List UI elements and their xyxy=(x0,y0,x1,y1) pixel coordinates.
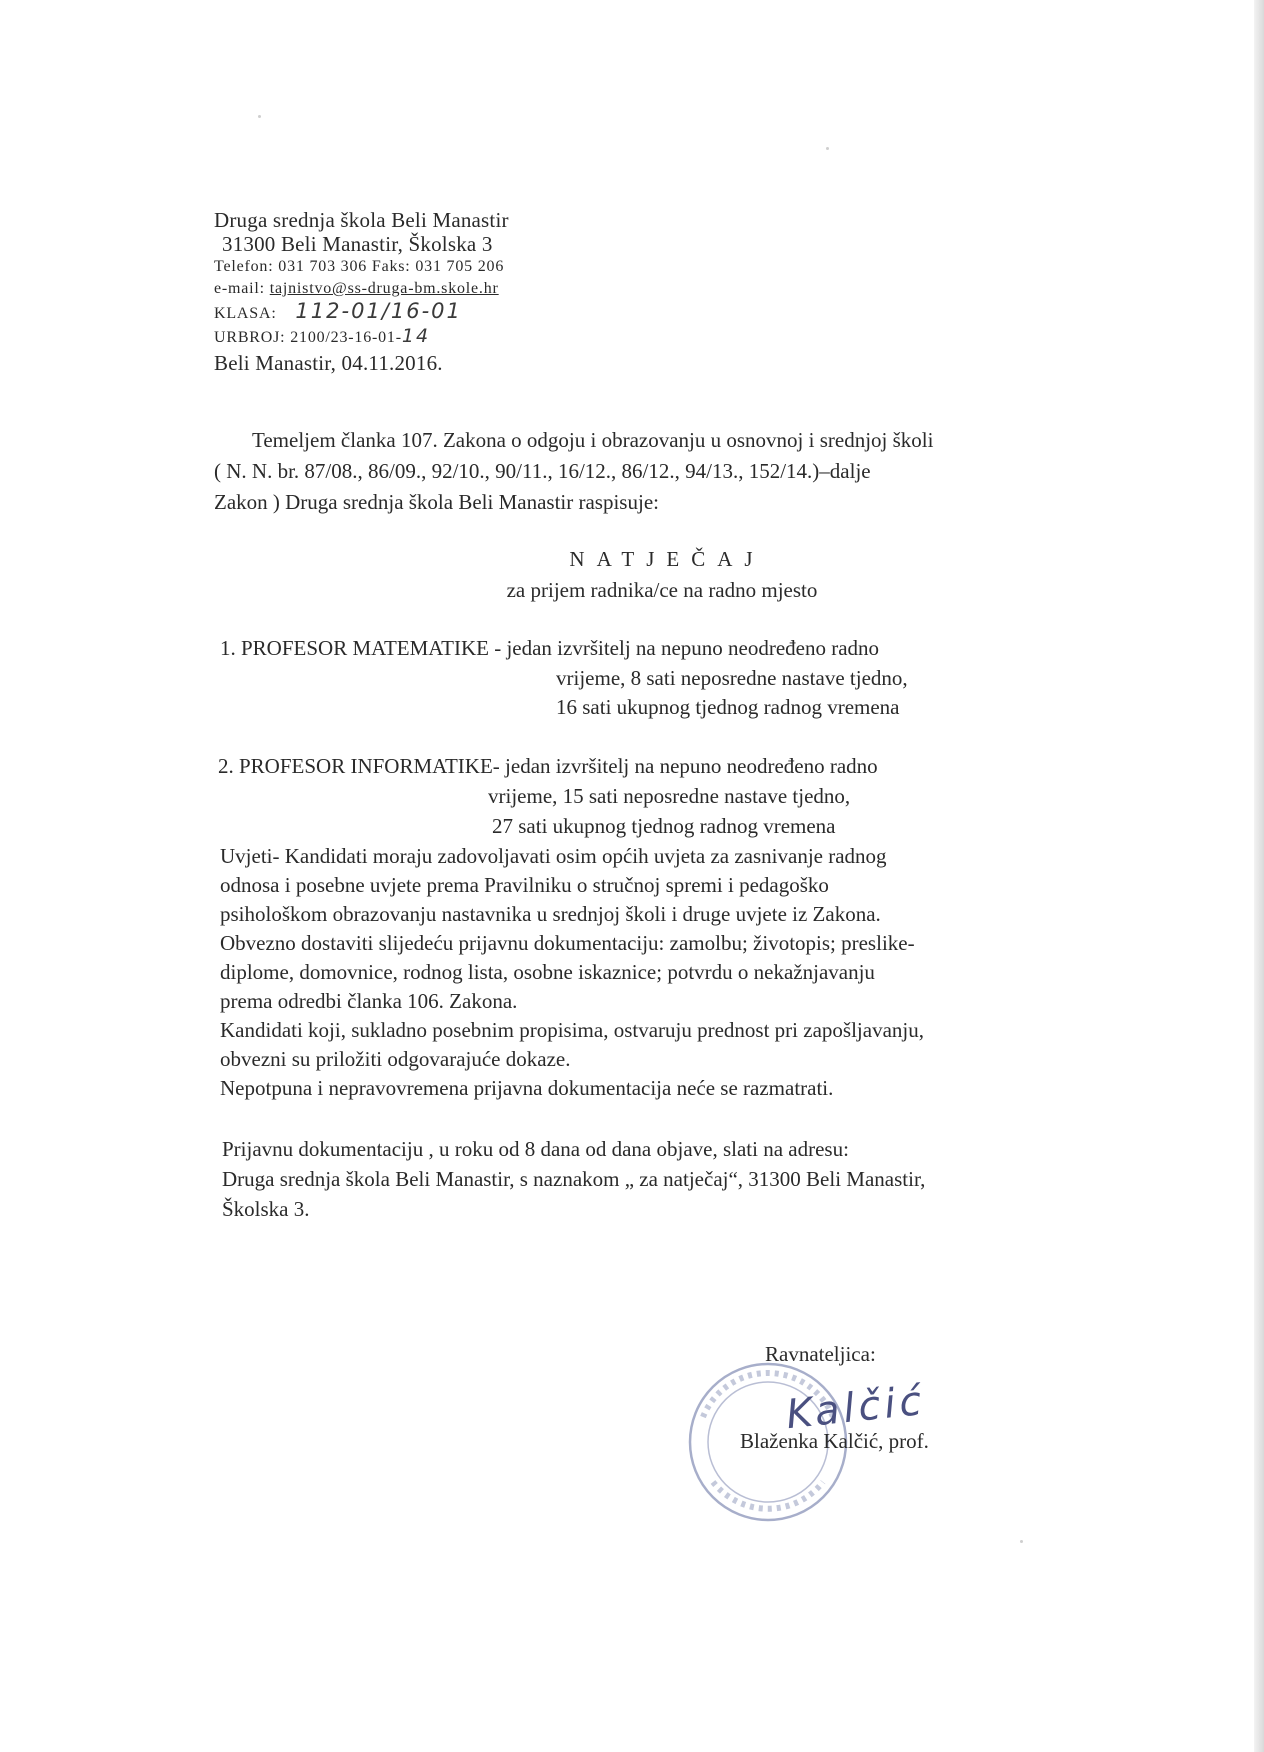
email-label: e-mail: xyxy=(214,280,265,297)
condition-line: obvezni su priložiti odgovarajuće dokaze. xyxy=(220,1047,571,1071)
scan-speck xyxy=(1020,1540,1023,1543)
position-1-line: vrijeme, 8 sati neposredne nastave tjedno, xyxy=(556,666,908,690)
urbroj-value: 2100/23-16-01- xyxy=(290,329,402,346)
condition-line: diplome, domovnice, rodnog lista, osobne iskaznice; potvrdu o nekažnjavanju xyxy=(220,960,875,984)
scan-speck xyxy=(826,147,829,150)
place-date: Beli Manastir, 04.11.2016. xyxy=(214,351,443,375)
condition-line: prema odredbi članka 106. Zakona. xyxy=(220,989,518,1013)
scan-edge xyxy=(1254,0,1264,1752)
email-line xyxy=(214,278,509,300)
klasa-line xyxy=(214,300,509,325)
closing-line: Školska 3. xyxy=(222,1197,310,1221)
signature-name: Blaženka Kalčić, prof. xyxy=(740,1429,929,1453)
signature-role: Ravnateljica: xyxy=(765,1342,876,1366)
school-address: 31300 Beli Manastir, Školska 3 xyxy=(222,232,493,256)
handwritten-signature: Kalčić xyxy=(783,1377,928,1439)
school-name: Druga srednja škola Beli Manastir xyxy=(214,208,509,232)
condition-line: Obvezno dostaviti slijedeću prijavnu dokumentaciju: zamolbu; životopis; preslike- xyxy=(220,931,915,955)
position-2-line: 27 sati ukupnog tjednog radnog vremena xyxy=(492,814,836,838)
position-1-line: 16 sati ukupnog tjednog radnog vremena xyxy=(556,695,900,719)
position-2-line: vrijeme, 15 sati neposredne nastave tjedno, xyxy=(488,784,851,808)
position-2-label: 2. PROFESOR INFORMATIKE- jedan izvršitelj na nepuno neodređeno radno xyxy=(218,754,878,778)
closing-line: Druga srednja škola Beli Manastir, s naznakom „ za natječaj“, 31300 Beli Manastir, xyxy=(222,1167,926,1191)
closing-paragraph xyxy=(222,1134,925,1224)
closing-line: Prijavnu dokumentaciju , u roku od 8 dana od dana objave, slati na adresu: xyxy=(222,1137,849,1161)
document-subtitle: za prijem radnika/ce na radno mjesto xyxy=(506,578,818,602)
intro-line: Zakon ) Druga srednja škola Beli Manastir raspisuje: xyxy=(214,490,659,514)
condition-line: Uvjeti- Kandidati moraju zadovoljavati osim općih uvjeta za zasnivanje radnog xyxy=(220,844,887,868)
email-link[interactable]: tajnistvo@ss-druga-bm.skole.hr xyxy=(269,280,499,297)
position-1-label: 1. PROFESOR MATEMATIKE - jedan izvršitelj na nepuno neodređeno radno xyxy=(220,636,880,660)
condition-line: Nepotpuna i nepravovremena prijavna dokumentacija neće se razmatrati. xyxy=(220,1076,834,1100)
intro-line: ( N. N. br. 87/08., 86/09., 92/10., 90/11., 16/12., 86/12., 94/13., 152/14.)–dalje xyxy=(214,459,871,483)
urbroj-line xyxy=(214,325,509,349)
intro-paragraph xyxy=(214,425,1094,518)
condition-line: psihološkom obrazovanju nastavnika u srednjoj školi i druge uvjete iz Zakona. xyxy=(220,902,881,926)
condition-line: Kandidati koji, sukladno posebnim propisima, ostvaruju prednost pri zapošljavanju, xyxy=(220,1018,924,1042)
klasa-label: KLASA: xyxy=(214,305,277,322)
urbroj-handwritten: 14 xyxy=(401,325,431,347)
urbroj-label: URBROJ: xyxy=(214,329,286,346)
document-title: NATJEČAJ xyxy=(569,547,765,571)
intro-line: Temeljem članka 107. Zakona o odgoju i obrazovanju u osnovnoj i srednjoj školi xyxy=(252,428,934,452)
klasa-handwritten: 112-01/16-01 xyxy=(295,299,462,323)
letterhead xyxy=(214,208,509,375)
phone-fax: Telefon: 031 703 306 Faks: 031 705 206 xyxy=(214,258,505,275)
scan-speck xyxy=(258,115,261,118)
condition-line: odnosa i posebne uvjete prema Pravilniku o stručnoj spremi i pedagoško xyxy=(220,873,829,897)
conditions-paragraph xyxy=(220,842,1120,1103)
